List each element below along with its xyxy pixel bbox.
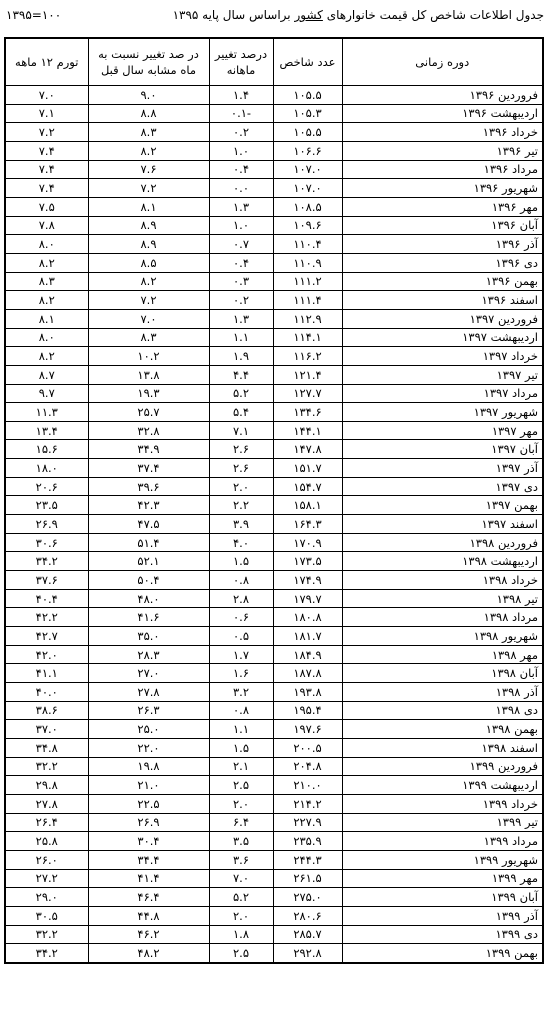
cell-inflation-12m: ۲۷.۸ — [5, 794, 88, 813]
title-prefix: جدول اطلاعات شاخص کل قیمت خانوارهای — [322, 8, 544, 22]
cell-monthly-change: ۱.۳ — [209, 309, 273, 328]
cell-period: تیر ۱۳۹۸ — [342, 589, 543, 608]
cell-index: ۱۲۷.۷ — [273, 384, 342, 403]
cell-period: آبان ۱۳۹۸ — [342, 664, 543, 683]
cell-yoy-change: ۴۱.۴ — [88, 869, 209, 888]
cell-index: ۱۵۸.۱ — [273, 496, 342, 515]
cell-yoy-change: ۲۱.۰ — [88, 776, 209, 795]
cell-yoy-change: ۲۷.۸ — [88, 683, 209, 702]
cell-yoy-change: ۲۸.۳ — [88, 645, 209, 664]
cell-inflation-12m: ۲۰.۶ — [5, 477, 88, 496]
cell-monthly-change: ۰.۴ — [209, 253, 273, 272]
table-row — [5, 477, 543, 496]
table-row — [5, 683, 543, 702]
cell-monthly-change: ۵.۲ — [209, 888, 273, 907]
cell-monthly-change: ۳.۶ — [209, 850, 273, 869]
cell-period: آبان ۱۳۹۷ — [342, 440, 543, 459]
cell-index: ۲۹۲.۸ — [273, 944, 342, 963]
document-title — [173, 8, 544, 22]
cell-period: مرداد ۱۳۹۶ — [342, 160, 543, 179]
cell-yoy-change: ۳۴.۹ — [88, 440, 209, 459]
cell-period: تیر ۱۳۹۷ — [342, 365, 543, 384]
table-row — [5, 459, 543, 478]
cell-yoy-change: ۲۷.۰ — [88, 664, 209, 683]
cell-yoy-change: ۴۶.۴ — [88, 888, 209, 907]
cell-monthly-change: ۱.۶ — [209, 664, 273, 683]
cell-monthly-change: ۴.۰ — [209, 533, 273, 552]
cell-monthly-change: ۲.۰ — [209, 906, 273, 925]
cell-inflation-12m: ۳۲.۲ — [5, 757, 88, 776]
cell-yoy-change: ۳۹.۶ — [88, 477, 209, 496]
cell-monthly-change: ۲.۶ — [209, 459, 273, 478]
cell-monthly-change: ۱.۱ — [209, 328, 273, 347]
cell-monthly-change: -۰.۱ — [209, 104, 273, 123]
cell-period: مرداد ۱۳۹۷ — [342, 384, 543, 403]
cell-index: ۱۰۷.۰ — [273, 160, 342, 179]
table-row — [5, 738, 543, 757]
cell-period: اردیبهشت ۱۳۹۸ — [342, 552, 543, 571]
cell-period: مهر ۱۳۹۹ — [342, 869, 543, 888]
cell-inflation-12m: ۲۶.۰ — [5, 850, 88, 869]
cell-index: ۱۸۴.۹ — [273, 645, 342, 664]
header-monthly-change: درصد تغییر ماهانه — [209, 38, 273, 86]
cell-yoy-change: ۳۵.۰ — [88, 627, 209, 646]
table-row — [5, 253, 543, 272]
table-row — [5, 776, 543, 795]
cell-yoy-change: ۴۸.۲ — [88, 944, 209, 963]
cell-inflation-12m: ۸.۷ — [5, 365, 88, 384]
title-suffix: براساس سال پایه ۱۳۹۵ — [172, 8, 295, 22]
cell-period: فروردین ۱۳۹۶ — [342, 86, 543, 105]
cell-index: ۲۰۴.۸ — [273, 757, 342, 776]
cell-monthly-change: ۲.۱ — [209, 757, 273, 776]
cell-yoy-change: ۱۳.۸ — [88, 365, 209, 384]
cell-inflation-12m: ۷.۱ — [5, 104, 88, 123]
cell-inflation-12m: ۷.۵ — [5, 197, 88, 216]
cell-yoy-change: ۱۹.۳ — [88, 384, 209, 403]
table-row — [5, 384, 543, 403]
cell-monthly-change: ۰.۶ — [209, 608, 273, 627]
table-row — [5, 794, 543, 813]
cell-period: آبان ۱۳۹۹ — [342, 888, 543, 907]
cell-period: مهر ۱۳۹۸ — [342, 645, 543, 664]
cell-yoy-change: ۲۵.۷ — [88, 403, 209, 422]
cell-monthly-change: ۲.۵ — [209, 776, 273, 795]
cell-yoy-change: ۸.۹ — [88, 216, 209, 235]
table-row — [5, 104, 543, 123]
cell-index: ۲۳۵.۹ — [273, 832, 342, 851]
cell-yoy-change: ۸.۲ — [88, 141, 209, 160]
cell-yoy-change: ۵۲.۱ — [88, 552, 209, 571]
cell-monthly-change: ۲.۰ — [209, 794, 273, 813]
cell-inflation-12m: ۲۷.۲ — [5, 869, 88, 888]
cell-period: اردیبهشت ۱۳۹۷ — [342, 328, 543, 347]
cell-index: ۲۸۵.۷ — [273, 925, 342, 944]
cell-index: ۱۸۷.۸ — [273, 664, 342, 683]
table-row — [5, 850, 543, 869]
cell-inflation-12m: ۳۰.۵ — [5, 906, 88, 925]
cell-inflation-12m: ۸.۳ — [5, 272, 88, 291]
cell-inflation-12m: ۳۴.۸ — [5, 738, 88, 757]
cell-index: ۱۰۵.۵ — [273, 123, 342, 142]
cell-inflation-12m: ۲۶.۹ — [5, 515, 88, 534]
cell-inflation-12m: ۱۳.۴ — [5, 421, 88, 440]
cell-inflation-12m: ۴۰.۰ — [5, 683, 88, 702]
cell-index: ۲۴۴.۳ — [273, 850, 342, 869]
table-row — [5, 608, 543, 627]
cell-period: خرداد ۱۳۹۶ — [342, 123, 543, 142]
cell-monthly-change: ۱.۹ — [209, 347, 273, 366]
cell-monthly-change: ۱.۷ — [209, 645, 273, 664]
table-row — [5, 179, 543, 198]
cell-period: دی ۱۳۹۷ — [342, 477, 543, 496]
cell-monthly-change: ۴.۴ — [209, 365, 273, 384]
cell-yoy-change: ۸.۱ — [88, 197, 209, 216]
cell-index: ۱۰۹.۶ — [273, 216, 342, 235]
cell-monthly-change: ۲.۸ — [209, 589, 273, 608]
cell-inflation-12m: ۷.۴ — [5, 179, 88, 198]
cell-period: اسفند ۱۳۹۸ — [342, 738, 543, 757]
cell-yoy-change: ۸.۹ — [88, 235, 209, 254]
cell-monthly-change: ۳.۲ — [209, 683, 273, 702]
cell-index: ۲۱۴.۲ — [273, 794, 342, 813]
cell-period: مهر ۱۳۹۷ — [342, 421, 543, 440]
cell-inflation-12m: ۸.۱ — [5, 309, 88, 328]
table-row — [5, 813, 543, 832]
cell-monthly-change: ۰.۸ — [209, 701, 273, 720]
header-period: دوره زمانی — [342, 38, 543, 86]
table-row — [5, 645, 543, 664]
cell-monthly-change: ۱.۰ — [209, 141, 273, 160]
cell-monthly-change: ۰.۲ — [209, 291, 273, 310]
table-row — [5, 664, 543, 683]
cell-yoy-change: ۲۶.۳ — [88, 701, 209, 720]
cell-inflation-12m: ۲۹.۰ — [5, 888, 88, 907]
table-row — [5, 160, 543, 179]
cell-inflation-12m: ۲۹.۸ — [5, 776, 88, 795]
cell-index: ۱۱۰.۴ — [273, 235, 342, 254]
cell-index: ۲۰۰.۵ — [273, 738, 342, 757]
cell-yoy-change: ۲۶.۹ — [88, 813, 209, 832]
cell-yoy-change: ۵۱.۴ — [88, 533, 209, 552]
table-row — [5, 888, 543, 907]
cell-index: ۱۱۶.۲ — [273, 347, 342, 366]
cell-index: ۲۷۵.۰ — [273, 888, 342, 907]
cell-period: تیر ۱۳۹۶ — [342, 141, 543, 160]
cell-period: فروردین ۱۳۹۷ — [342, 309, 543, 328]
cell-inflation-12m: ۲۳.۵ — [5, 496, 88, 515]
table-row — [5, 440, 543, 459]
cell-monthly-change: ۱.۴ — [209, 86, 273, 105]
cell-yoy-change: ۳۲.۸ — [88, 421, 209, 440]
table-row — [5, 421, 543, 440]
cell-period: مهر ۱۳۹۶ — [342, 197, 543, 216]
cell-yoy-change: ۷.۲ — [88, 179, 209, 198]
cell-monthly-change: ۲.۶ — [209, 440, 273, 459]
cell-yoy-change: ۳۷.۴ — [88, 459, 209, 478]
header-index: عدد شاخص — [273, 38, 342, 86]
cell-period: آذر ۱۳۹۹ — [342, 906, 543, 925]
cell-monthly-change: ۶.۴ — [209, 813, 273, 832]
cell-monthly-change: ۰.۴ — [209, 160, 273, 179]
table-row — [5, 328, 543, 347]
cell-index: ۱۰۷.۰ — [273, 179, 342, 198]
table-row — [5, 515, 543, 534]
cell-period: آبان ۱۳۹۶ — [342, 216, 543, 235]
cell-inflation-12m: ۷.۲ — [5, 123, 88, 142]
cell-period: تیر ۱۳۹۹ — [342, 813, 543, 832]
table-row — [5, 496, 543, 515]
cell-inflation-12m: ۱۵.۶ — [5, 440, 88, 459]
table-row — [5, 552, 543, 571]
table-body — [5, 86, 543, 963]
cell-inflation-12m: ۳۷.۰ — [5, 720, 88, 739]
cell-index: ۱۷۳.۵ — [273, 552, 342, 571]
cell-inflation-12m: ۳۸.۶ — [5, 701, 88, 720]
cell-inflation-12m: ۳۷.۶ — [5, 571, 88, 590]
cell-index: ۱۲۱.۴ — [273, 365, 342, 384]
cell-inflation-12m: ۳۴.۲ — [5, 944, 88, 963]
cell-index: ۱۵۴.۷ — [273, 477, 342, 496]
table-row — [5, 869, 543, 888]
cell-yoy-change: ۴۱.۶ — [88, 608, 209, 627]
table-row — [5, 701, 543, 720]
table-row — [5, 720, 543, 739]
cell-index: ۱۳۴.۶ — [273, 403, 342, 422]
cell-index: ۱۰۵.۳ — [273, 104, 342, 123]
cell-monthly-change: ۷.۰ — [209, 869, 273, 888]
cell-period: مرداد ۱۳۹۸ — [342, 608, 543, 627]
cell-monthly-change: ۵.۴ — [209, 403, 273, 422]
cell-inflation-12m: ۴۲.۲ — [5, 608, 88, 627]
cell-monthly-change: ۳.۹ — [209, 515, 273, 534]
header-inflation-12m: تورم ۱۲ ماهه — [5, 38, 88, 86]
cell-monthly-change: ۰.۳ — [209, 272, 273, 291]
cell-yoy-change: ۸.۸ — [88, 104, 209, 123]
cell-monthly-change: ۲.۵ — [209, 944, 273, 963]
cell-inflation-12m: ۳۰.۶ — [5, 533, 88, 552]
title-row — [6, 6, 544, 28]
cell-yoy-change: ۴۷.۵ — [88, 515, 209, 534]
cell-monthly-change: ۰.۸ — [209, 571, 273, 590]
cell-index: ۱۷۰.۹ — [273, 533, 342, 552]
cell-index: ۱۹۳.۸ — [273, 683, 342, 702]
cell-monthly-change: ۷.۱ — [209, 421, 273, 440]
cell-monthly-change: ۰.۲ — [209, 123, 273, 142]
cell-period: خرداد ۱۳۹۸ — [342, 571, 543, 590]
cell-inflation-12m: ۳۲.۲ — [5, 925, 88, 944]
table-row — [5, 589, 543, 608]
cell-yoy-change: ۸.۳ — [88, 328, 209, 347]
table-row — [5, 832, 543, 851]
table-row — [5, 216, 543, 235]
cell-monthly-change: ۰.۵ — [209, 627, 273, 646]
cell-period: اردیبهشت ۱۳۹۹ — [342, 776, 543, 795]
cell-inflation-12m: ۴۲.۷ — [5, 627, 88, 646]
cell-yoy-change: ۴۶.۲ — [88, 925, 209, 944]
table-row — [5, 123, 543, 142]
cell-period: آذر ۱۳۹۷ — [342, 459, 543, 478]
cell-yoy-change: ۲۲.۵ — [88, 794, 209, 813]
cell-yoy-change: ۵۰.۴ — [88, 571, 209, 590]
cell-period: خرداد ۱۳۹۹ — [342, 794, 543, 813]
cell-monthly-change: ۱.۰ — [209, 216, 273, 235]
table-row — [5, 141, 543, 160]
cell-index: ۲۸۰.۶ — [273, 906, 342, 925]
cell-index: ۱۸۰.۸ — [273, 608, 342, 627]
cell-yoy-change: ۱۹.۸ — [88, 757, 209, 776]
cell-index: ۱۷۹.۷ — [273, 589, 342, 608]
cell-period: شهریور ۱۳۹۹ — [342, 850, 543, 869]
cell-monthly-change: ۰.۰ — [209, 179, 273, 198]
cell-period: آذر ۱۳۹۶ — [342, 235, 543, 254]
table-row — [5, 365, 543, 384]
cell-period: شهریور ۱۳۹۶ — [342, 179, 543, 198]
cell-index: ۱۱۰.۹ — [273, 253, 342, 272]
cell-period: شهریور ۱۳۹۸ — [342, 627, 543, 646]
cell-inflation-12m: ۸.۲ — [5, 347, 88, 366]
table-row — [5, 571, 543, 590]
cell-index: ۲۱۰.۰ — [273, 776, 342, 795]
table-row — [5, 347, 543, 366]
table-row — [5, 906, 543, 925]
cell-yoy-change: ۸.۵ — [88, 253, 209, 272]
table-row — [5, 309, 543, 328]
cell-inflation-12m: ۴۲.۰ — [5, 645, 88, 664]
cell-yoy-change: ۳۰.۴ — [88, 832, 209, 851]
cell-period: دی ۱۳۹۶ — [342, 253, 543, 272]
cell-period: دی ۱۳۹۸ — [342, 701, 543, 720]
cell-period: بهمن ۱۳۹۶ — [342, 272, 543, 291]
table-row — [5, 272, 543, 291]
cell-period: بهمن ۱۳۹۸ — [342, 720, 543, 739]
cell-monthly-change: ۳.۵ — [209, 832, 273, 851]
table-row — [5, 533, 543, 552]
cell-period: آذر ۱۳۹۸ — [342, 683, 543, 702]
cell-index: ۱۸۱.۷ — [273, 627, 342, 646]
cell-yoy-change: ۳۴.۴ — [88, 850, 209, 869]
cell-yoy-change: ۸.۳ — [88, 123, 209, 142]
cell-monthly-change: ۱.۱ — [209, 720, 273, 739]
cell-inflation-12m: ۷.۴ — [5, 141, 88, 160]
cell-yoy-change: ۷.۰ — [88, 309, 209, 328]
cell-index: ۱۱۴.۱ — [273, 328, 342, 347]
cell-index: ۱۱۱.۴ — [273, 291, 342, 310]
cell-index: ۲۲۷.۹ — [273, 813, 342, 832]
cell-inflation-12m: ۷.۸ — [5, 216, 88, 235]
cell-index: ۱۹۵.۴ — [273, 701, 342, 720]
cell-period: فروردین ۱۳۹۹ — [342, 757, 543, 776]
cell-yoy-change: ۲۲.۰ — [88, 738, 209, 757]
header-yoy-change: در صد تغییر نسبت به ماه مشابه سال قبل — [88, 38, 209, 86]
table-row — [5, 925, 543, 944]
cell-monthly-change: ۱.۸ — [209, 925, 273, 944]
cell-inflation-12m: ۸.۲ — [5, 253, 88, 272]
cell-inflation-12m: ۳۴.۲ — [5, 552, 88, 571]
cell-period: شهریور ۱۳۹۷ — [342, 403, 543, 422]
cell-inflation-12m: ۷.۴ — [5, 160, 88, 179]
cell-monthly-change: ۱.۵ — [209, 552, 273, 571]
cell-index: ۱۱۱.۲ — [273, 272, 342, 291]
cell-yoy-change: ۴۴.۸ — [88, 906, 209, 925]
cell-index: ۱۰۶.۶ — [273, 141, 342, 160]
cell-inflation-12m: ۸.۲ — [5, 291, 88, 310]
cell-period: اردیبهشت ۱۳۹۶ — [342, 104, 543, 123]
table-row — [5, 403, 543, 422]
cell-period: اسفند ۱۳۹۷ — [342, 515, 543, 534]
cell-yoy-change: ۷.۶ — [88, 160, 209, 179]
cell-index: ۱۰۸.۵ — [273, 197, 342, 216]
cell-index: ۱۷۴.۹ — [273, 571, 342, 590]
cell-monthly-change: ۰.۷ — [209, 235, 273, 254]
cell-inflation-12m: ۱۸.۰ — [5, 459, 88, 478]
cell-period: خرداد ۱۳۹۷ — [342, 347, 543, 366]
cell-index: ۱۴۴.۱ — [273, 421, 342, 440]
cell-monthly-change: ۱.۵ — [209, 738, 273, 757]
cell-yoy-change: ۸.۲ — [88, 272, 209, 291]
cell-inflation-12m: ۸.۰ — [5, 235, 88, 254]
table-row — [5, 235, 543, 254]
table-row — [5, 944, 543, 963]
table-row — [5, 757, 543, 776]
cell-inflation-12m: ۲۶.۴ — [5, 813, 88, 832]
cell-monthly-change: ۱.۳ — [209, 197, 273, 216]
title-underlined: کشور — [294, 8, 323, 22]
cell-inflation-12m: ۲۵.۸ — [5, 832, 88, 851]
cell-inflation-12m: ۱۱.۳ — [5, 403, 88, 422]
table-row — [5, 291, 543, 310]
cell-index: ۱۴۷.۸ — [273, 440, 342, 459]
cell-period: دی ۱۳۹۹ — [342, 925, 543, 944]
price-index-table — [4, 37, 544, 964]
cell-index: ۱۰۵.۵ — [273, 86, 342, 105]
cell-index: ۱۹۷.۶ — [273, 720, 342, 739]
cell-period: بهمن ۱۳۹۹ — [342, 944, 543, 963]
cell-inflation-12m: ۷.۰ — [5, 86, 88, 105]
cell-period: مرداد ۱۳۹۹ — [342, 832, 543, 851]
cell-index: ۲۶۱.۵ — [273, 869, 342, 888]
cell-yoy-change: ۲۵.۰ — [88, 720, 209, 739]
cell-yoy-change: ۹.۰ — [88, 86, 209, 105]
cell-monthly-change: ۵.۲ — [209, 384, 273, 403]
cell-period: فروردین ۱۳۹۸ — [342, 533, 543, 552]
cell-monthly-change: ۲.۲ — [209, 496, 273, 515]
table-row — [5, 86, 543, 105]
cell-yoy-change: ۷.۲ — [88, 291, 209, 310]
cell-period: بهمن ۱۳۹۷ — [342, 496, 543, 515]
table-row — [5, 627, 543, 646]
cell-yoy-change: ۴۲.۳ — [88, 496, 209, 515]
cell-index: ۱۱۲.۹ — [273, 309, 342, 328]
table-header-row — [5, 38, 543, 86]
table-row — [5, 197, 543, 216]
cell-inflation-12m: ۸.۰ — [5, 328, 88, 347]
base-year-note: ۱۳۹۵=۱۰۰ — [6, 8, 62, 22]
cell-index: ۱۶۴.۳ — [273, 515, 342, 534]
cell-monthly-change: ۲.۰ — [209, 477, 273, 496]
cell-index: ۱۵۱.۷ — [273, 459, 342, 478]
cell-period: اسفند ۱۳۹۶ — [342, 291, 543, 310]
cell-yoy-change: ۴۸.۰ — [88, 589, 209, 608]
cell-inflation-12m: ۹.۷ — [5, 384, 88, 403]
cell-inflation-12m: ۴۱.۱ — [5, 664, 88, 683]
cell-inflation-12m: ۴۰.۴ — [5, 589, 88, 608]
cell-yoy-change: ۱۰.۲ — [88, 347, 209, 366]
